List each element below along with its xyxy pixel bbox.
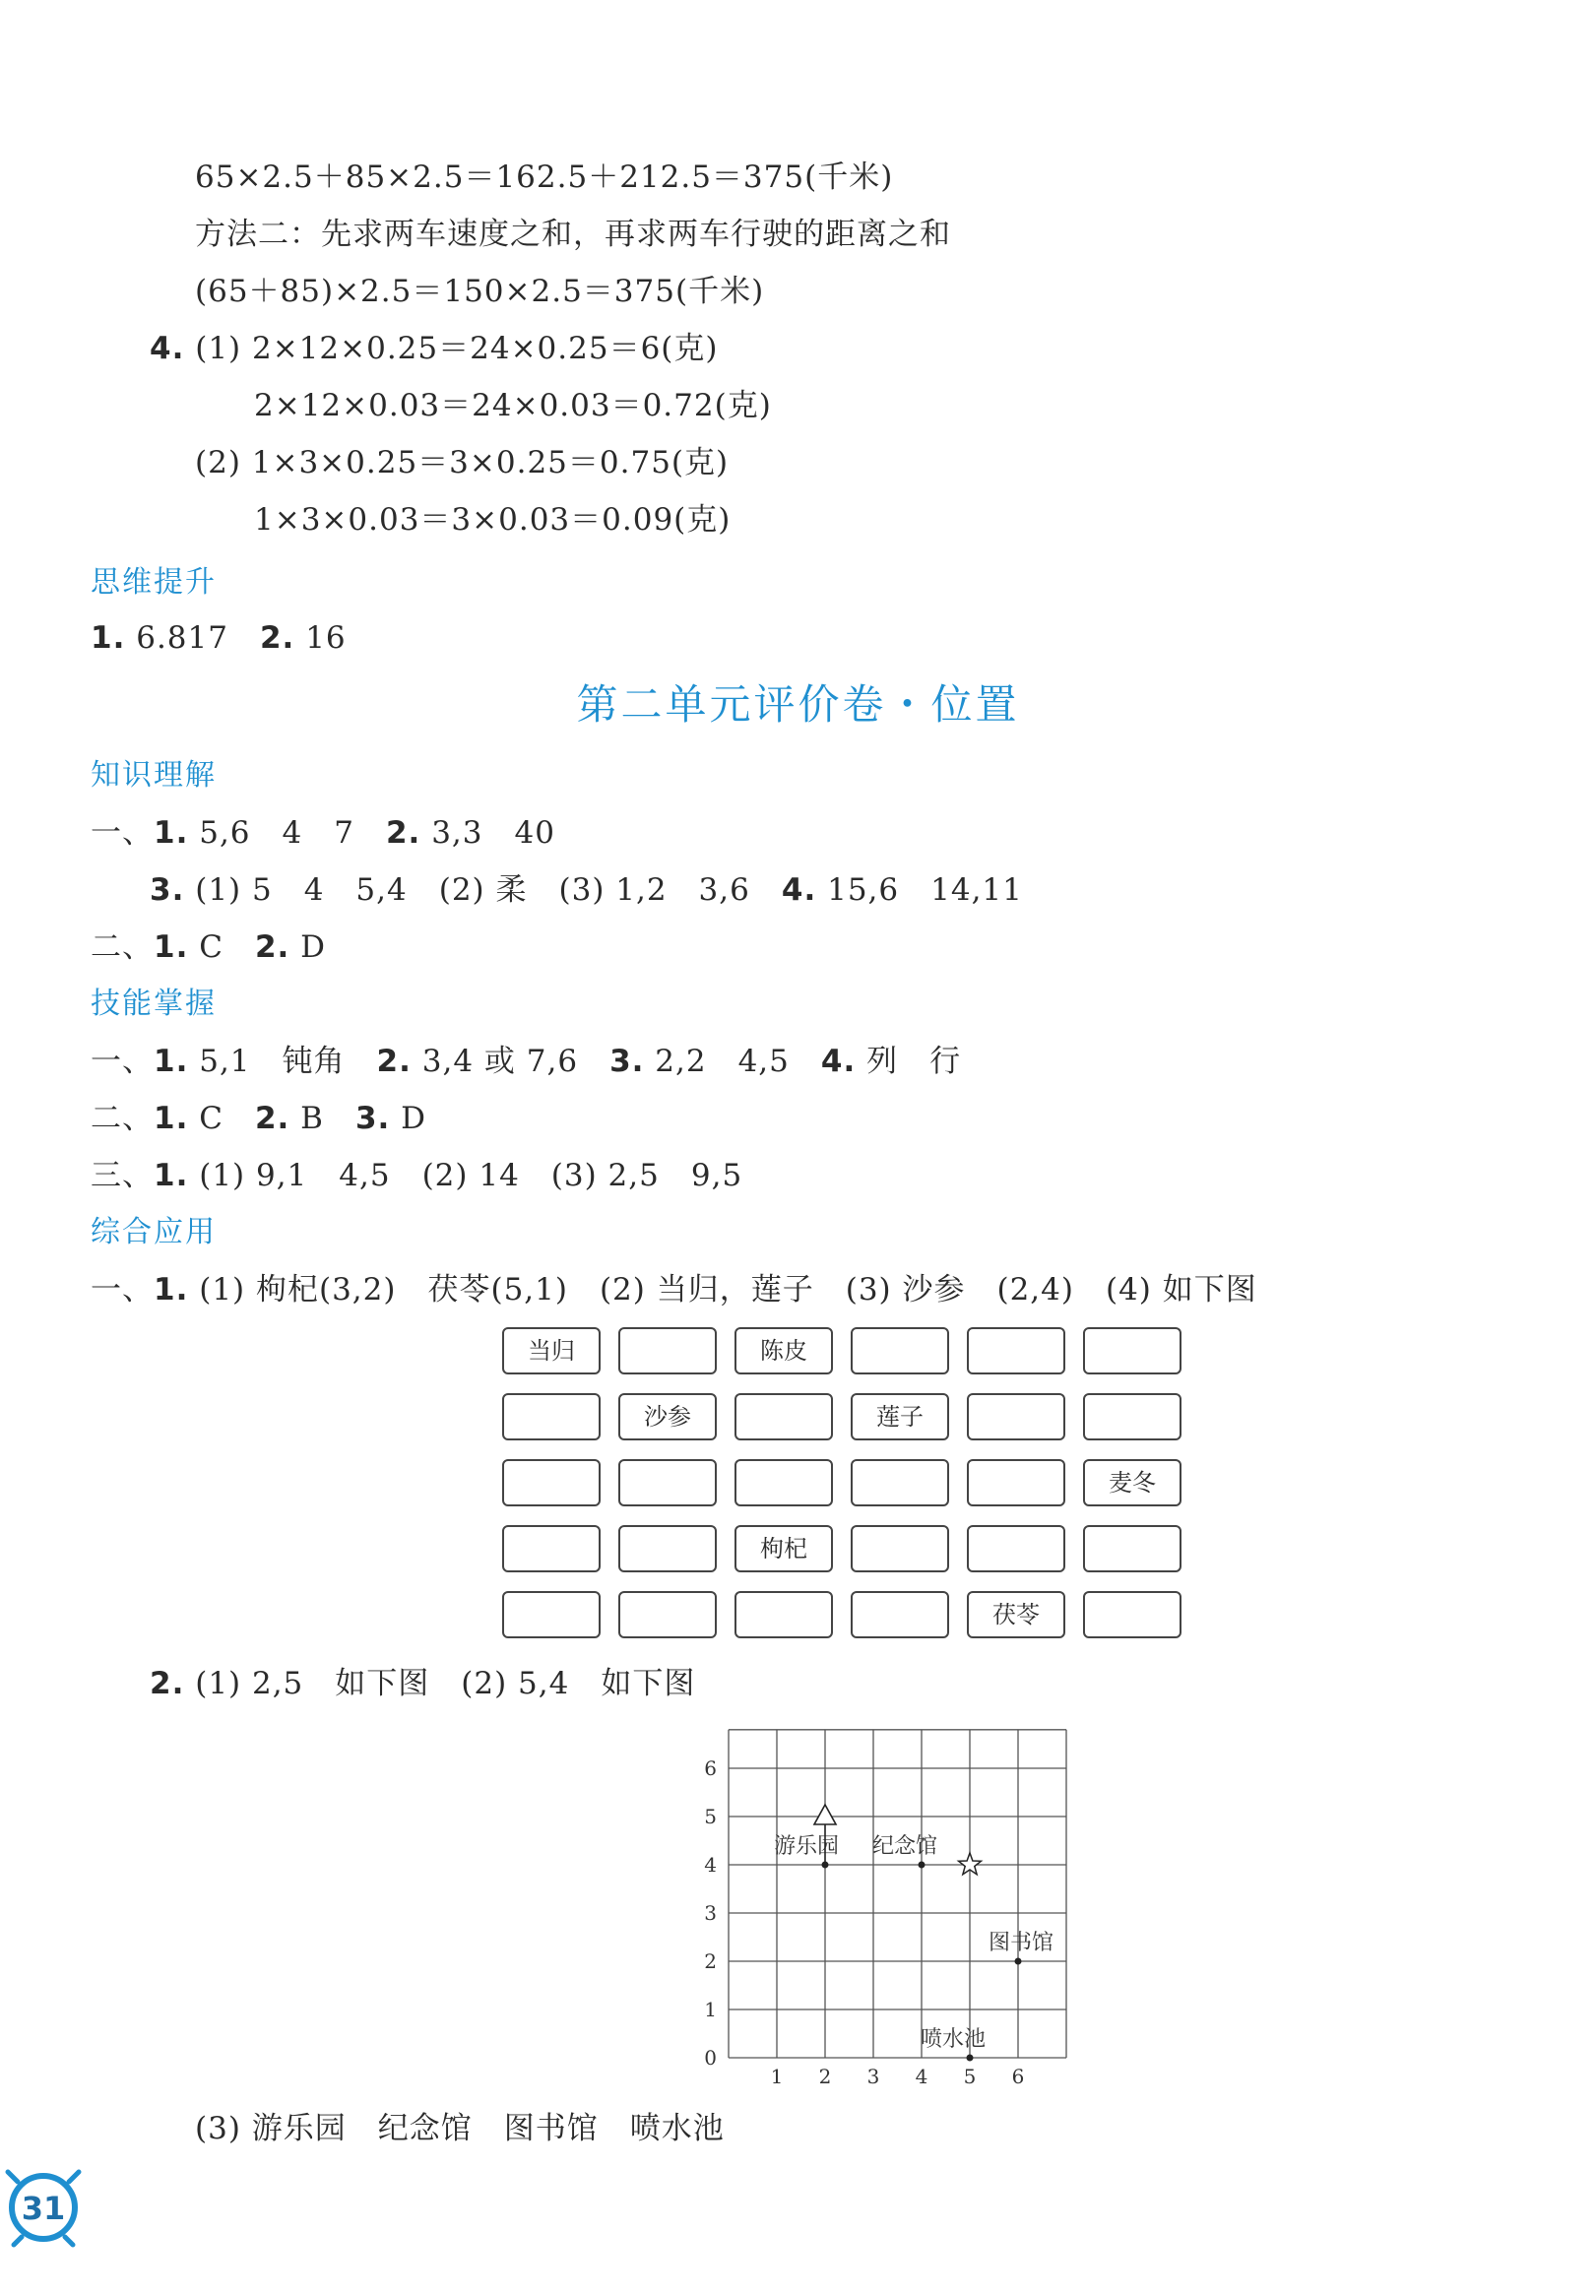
zhishi-r1-a2: 3,3 40 [431,815,555,851]
zhishi-r1-pre: 一、 [91,815,154,851]
jineng-r1-a2: 3,4 或 7,6 [421,1044,579,1079]
zhishi-r2-n4: 4. [781,872,817,908]
y-tick-label: 4 [704,1853,717,1877]
plot-points [774,1805,1053,2062]
zhishi-r3-n2: 2. [254,929,290,965]
grid-cell: 陈皮 [734,1327,833,1374]
plot-grid [729,1730,1066,2058]
y-tick-label: 1 [704,1998,717,2021]
x-tick-label: 6 [1011,2065,1025,2088]
grid-cell [851,1327,949,1374]
zhishi-r3-pre: 二、 [91,929,154,965]
y-tick-label: 6 [704,1756,717,1780]
zonghe-q3: (3) 游乐园 纪念馆 图书馆 喷水池 [195,2111,725,2146]
zonghe-q1-a: (1) 枸杞(3,2) 茯苓(5,1) (2) 当归，莲子 (3) 沙参 (2,4) (4) 如下图 [199,1272,1257,1307]
jineng-r1-n1: 1. [154,1044,189,1079]
q4-number: 4. [150,331,185,366]
section-zhishi: 知识理解 [91,758,217,793]
jineng-r1-a3: 2,2 4,5 [655,1044,790,1079]
q4-line-1 [150,329,718,368]
point-marker [967,2055,974,2062]
grid-cell [967,1459,1065,1506]
grid-cell [1083,1327,1181,1374]
x-tick-label: 2 [818,2065,832,2088]
jineng-r1-n3: 3. [609,1044,645,1079]
point-marker [1015,1958,1022,1965]
jineng-r2-a1: C [199,1101,223,1136]
grid-cell [851,1525,949,1572]
jineng-r3-a1: (1) 9,1 4,5 (2) 14 (3) 2,5 9,5 [199,1158,743,1193]
jineng-r2-pre: 二、 [91,1101,154,1136]
zhishi-r2-a3: (1) 5 4 5,4 (2) 柔 (3) 1,2 3,6 [195,872,750,908]
jineng-r1-a1: 5,1 钝角 [199,1044,346,1079]
grid-cell [1083,1591,1181,1638]
grid-cell [1083,1393,1181,1440]
section-jineng: 技能掌握 [91,987,217,1021]
grid-cell [618,1327,717,1374]
zonghe-q2-a: (1) 2,5 如下图 (2) 5,4 如下图 [195,1666,696,1701]
jineng-r1-pre: 一、 [91,1044,154,1079]
jineng-r2-a3: D [401,1101,427,1136]
jineng-r2-a2: B [300,1101,324,1136]
jineng-r3-n1: 1. [154,1158,189,1193]
zhishi-r1-n1: 1. [154,815,189,851]
zhishi-r2-a4: 15,6 14,11 [827,872,1023,908]
q4-line-2: 2×12×0.03＝24×0.03＝0.72(克) [254,388,772,423]
zonghe-q2 [150,1664,695,1703]
section-zonghe: 综合应用 [91,1215,217,1249]
point-label: 游乐园 [774,1834,840,1859]
zonghe-q2-n: 2. [150,1666,185,1701]
jineng-r2-n2: 2. [254,1101,290,1136]
x-tick-label: 1 [770,2065,784,2088]
point-label: 纪念馆 [872,1834,938,1859]
grid-cell: 沙参 [618,1393,717,1440]
x-tick-label: 3 [866,2065,880,2088]
point-label: 喷水池 [921,2027,987,2052]
siwei-n1: 1. [91,620,126,656]
siwei-a1: 6.817 [136,620,228,656]
grid-cell: 麦冬 [1083,1459,1181,1506]
jineng-row-1 [91,1042,961,1081]
zhishi-r3-n1: 1. [154,929,189,965]
grid-cell [618,1525,717,1572]
grid-cell [502,1393,601,1440]
grid-cell [967,1525,1065,1572]
siwei-answers [91,618,347,658]
jineng-row-2 [91,1099,426,1138]
grid-cell: 茯苓 [967,1591,1065,1638]
section-siwei: 思维提升 [91,565,217,600]
zonghe-q1 [91,1270,1257,1309]
zhishi-row-2 [150,870,1023,910]
siwei-n2: 2. [259,620,295,656]
grid-cell: 当归 [502,1327,601,1374]
grid-cell [967,1393,1065,1440]
grid-cell [851,1591,949,1638]
x-tick-label: 4 [915,2065,928,2088]
zhishi-r1-a1: 5,6 4 7 [199,815,354,851]
jineng-r1-a4: 列 行 [866,1044,962,1079]
triangle-marker [814,1805,836,1824]
calc-line-1: 65×2.5＋85×2.5＝162.5＋212.5＝375(千米) [195,159,894,195]
grid-cell [618,1591,717,1638]
zhishi-r3-a2: D [300,929,327,965]
grid-cell [967,1327,1065,1374]
q4-line-4: 1×3×0.03＝3×0.03＝0.09(克) [254,502,732,538]
point-marker [919,1862,926,1869]
grid-cell [734,1393,833,1440]
q4-part1: (1) 2×12×0.25＝24×0.25＝6(克) [195,331,719,366]
zhishi-r1-n2: 2. [385,815,421,851]
y-tick-label: 2 [704,1949,717,1973]
jineng-r1-n4: 4. [820,1044,857,1079]
x-tick-label: 5 [963,2065,977,2088]
zhishi-row-3 [91,927,326,967]
unit-title: 第二单元评价卷・位置 [576,680,1020,729]
y-tick-label: 5 [704,1805,717,1828]
zonghe-q1-pre: 一、 [91,1272,154,1307]
page-number-badge [4,2168,83,2247]
grid-cell: 枸杞 [734,1525,833,1572]
y-tick-label: 3 [704,1901,717,1925]
point-label: 图书馆 [989,1931,1054,1955]
siwei-a2: 16 [305,620,347,656]
grid-cell [734,1459,833,1506]
grid-cell [851,1459,949,1506]
q4-line-3: (2) 1×3×0.25＝3×0.25＝0.75(克) [195,445,730,480]
grid-cell [502,1525,601,1572]
jineng-r2-n1: 1. [154,1101,189,1136]
calc-line-2: (65＋85)×2.5＝150×2.5＝375(千米) [195,274,765,309]
zhishi-r2-n3: 3. [150,872,185,908]
zonghe-q1-n: 1. [154,1272,189,1307]
jineng-r1-n2: 2. [376,1044,412,1079]
y-tick-label: 0 [704,2046,717,2070]
grid-cell [734,1591,833,1638]
zhishi-r3-a1: C [199,929,223,965]
zhishi-row-1 [91,813,555,853]
coordinate-plot [650,1713,1054,2097]
method-two-line: 方法二：先求两车速度之和，再求两车行驶的距离之和 [195,217,951,252]
grid-cell [1083,1525,1181,1572]
jineng-r2-n3: 3. [354,1101,391,1136]
page-number: 31 [21,2190,66,2227]
jineng-row-3 [91,1156,742,1195]
grid-cell [502,1459,601,1506]
grid-cell [618,1459,717,1506]
jineng-r3-pre: 三、 [91,1158,154,1193]
grid-cell [502,1591,601,1638]
grid-cell: 莲子 [851,1393,949,1440]
